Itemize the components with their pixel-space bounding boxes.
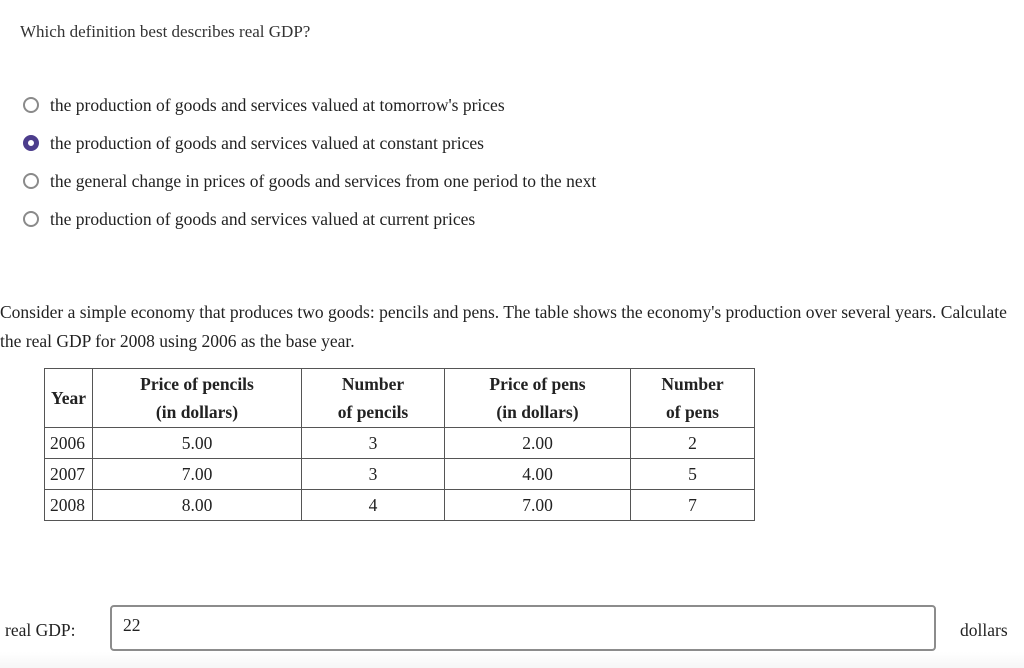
- cell-number-of-pencils: 4: [302, 490, 445, 521]
- cell-price-of-pencils: 5.00: [93, 428, 302, 459]
- cell-number-of-pens: 7: [631, 490, 755, 521]
- header-price-of-pens: Price of pens (in dollars): [445, 369, 631, 428]
- header-number-of-pens: Number of pens: [631, 369, 755, 428]
- table-row: [45, 428, 755, 459]
- option-current-prices[interactable]: [23, 200, 596, 238]
- radio-checked-icon[interactable]: [23, 135, 39, 151]
- cell-number-of-pencils: 3: [302, 459, 445, 490]
- option-label: the production of goods and services valued at current prices: [50, 208, 476, 229]
- table-row: [45, 490, 755, 521]
- option-label: the general change in prices of goods and services from one period to the next: [50, 170, 597, 191]
- real-gdp-label: real GDP:: [5, 620, 76, 640]
- header-price-of-pencils: Price of pencils (in dollars): [93, 369, 302, 428]
- cell-number-of-pencils: 3: [302, 428, 445, 459]
- header-year: Year: [45, 369, 93, 428]
- question-title: Which definition best describes real GDP?: [20, 22, 311, 41]
- cell-year: 2006: [45, 428, 93, 459]
- option-constant-prices[interactable]: [23, 124, 596, 162]
- radio-group-definitions: [23, 86, 596, 238]
- header-number-of-pencils: Number of pencils: [302, 369, 445, 428]
- cell-year: 2007: [45, 459, 93, 490]
- cell-price-of-pens: 4.00: [445, 459, 631, 490]
- cell-number-of-pens: 2: [631, 428, 755, 459]
- table-header-row: [45, 369, 755, 428]
- problem-prompt: Consider a simple economy that produces two goods: pencils and pens. The table shows the economy's production over several years. Calculate the real GDP for 2008 using 2006 as the base year.: [0, 302, 1007, 351]
- cell-price-of-pens: 2.00: [445, 428, 631, 459]
- unit-label: dollars: [960, 620, 1008, 640]
- table-row: [45, 459, 755, 490]
- production-table: [44, 368, 755, 521]
- cell-year: 2008: [45, 490, 93, 521]
- cell-number-of-pens: 5: [631, 459, 755, 490]
- cell-price-of-pencils: 7.00: [93, 459, 302, 490]
- option-label: the production of goods and services valued at constant prices: [50, 132, 484, 153]
- cell-price-of-pens: 7.00: [445, 490, 631, 521]
- bottom-fade: [0, 652, 1024, 668]
- radio-unchecked-icon[interactable]: [23, 211, 39, 227]
- option-general-change-in-prices[interactable]: [23, 162, 596, 200]
- option-label: the production of goods and services valued at tomorrow's prices: [50, 94, 505, 115]
- radio-unchecked-icon[interactable]: [23, 97, 39, 113]
- radio-unchecked-icon[interactable]: [23, 173, 39, 189]
- option-tomorrows-prices[interactable]: [23, 86, 596, 124]
- real-gdp-input[interactable]: [110, 605, 936, 651]
- cell-price-of-pencils: 8.00: [93, 490, 302, 521]
